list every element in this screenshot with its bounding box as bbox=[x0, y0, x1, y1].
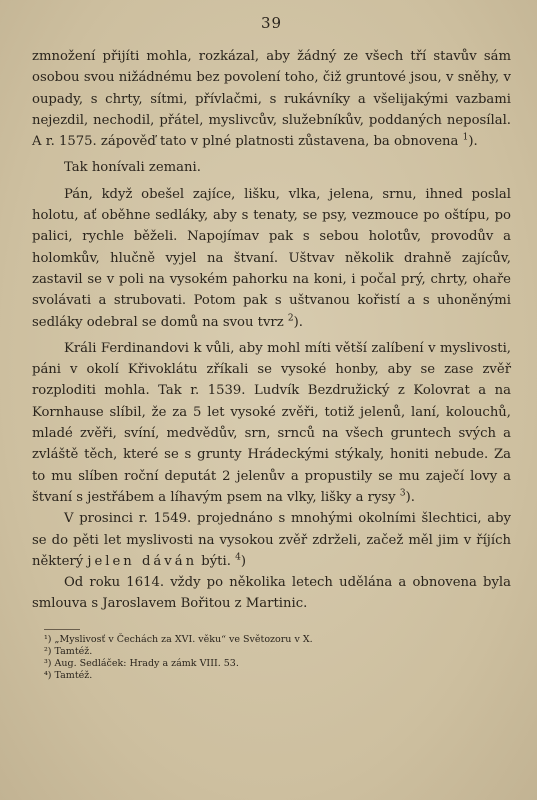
footnote bbox=[44, 646, 511, 658]
paragraph-6: Od roku 1614. vždy po několika letech udělána a obnovena byla smlouva s Jaroslavem Bořitou z Martinic. bbox=[32, 575, 511, 612]
footnote bbox=[44, 670, 511, 682]
paragraph-3-end: ). bbox=[293, 314, 303, 330]
footnote-text: Aug. Sedláček: Hrady a zámk VIII. 53. bbox=[54, 657, 239, 669]
paragraph-1-end: ). bbox=[468, 134, 478, 150]
paragraph-5-text: V prosinci r. 1549. projednáno s mnohými okolními šlechtici, aby se do pěti let myslivosti na vysokou zvěř zdrželi, začež měl jim v říjích některý bbox=[32, 511, 511, 569]
paragraph-1-text: zmnožení přijíti mohla, rozkázal, aby žádný ze všech tří stavův sám osobou svou nižádnému bez povolení toho, čiž gruntové jsou, v sněhy, v oupady, s chrty, sítmi, přívlačmi, s rukávníky a všelijakými vazbami nejezdil, nechodil, přátel, myslivcův, služebníkův, poddaných neposílal. A r. 1575. zápověď tato v plné platnosti zůstavena, ba obnovena bbox=[32, 49, 511, 150]
footnote-ref-4: 4 bbox=[235, 552, 241, 563]
footnote bbox=[44, 658, 511, 670]
paragraph-5 bbox=[32, 508, 511, 572]
paragraph-3 bbox=[32, 184, 511, 333]
footnote-text: Tamtéž. bbox=[54, 645, 93, 657]
paragraph-4-end: ). bbox=[405, 489, 415, 505]
paragraph-5-after: býti. bbox=[201, 553, 231, 569]
body-text bbox=[32, 46, 511, 615]
paragraph-1 bbox=[32, 46, 511, 152]
paragraph-5-end: ) bbox=[240, 553, 246, 569]
paragraph-3-text: Pán, když obešel zajíce, lišku, vlka, jelena, srnu, ihned poslal holotu, ať oběhne sedláky, aby s tenaty, se psy, vezmouce po oštípu, po palici, rychle běželi. Napojímav pak s sebou holotův, provodův a holomkův, hlučně vyjel na štvaní. Uštvav několik drahně zajícův, zastavil se v poli na vysokém pahorku na koni, i počal prý, chrty, ohaře svolávati a strubovati. Potom pak s uštvanou kořistí a s uhoněnými sedláky odebral se domů na svou tvrz bbox=[32, 186, 511, 330]
paragraph-2: Tak honívali zemani. bbox=[64, 160, 201, 176]
footnote-ref-2: 2 bbox=[287, 313, 294, 324]
page-number: 39 bbox=[260, 14, 283, 32]
footnote-text: Tamtéž. bbox=[54, 669, 93, 681]
footnote-mark: ⁴) bbox=[44, 669, 52, 681]
paragraph-4 bbox=[32, 338, 511, 508]
footnote-ref-1: 1 bbox=[462, 132, 469, 143]
footnote-mark: ²) bbox=[44, 645, 52, 657]
paragraph-5-spaced-text: jelen dáván bbox=[87, 553, 198, 569]
footnote-ref-3: 3 bbox=[399, 488, 406, 499]
footnote-mark: ³) bbox=[44, 657, 52, 669]
footnote-divider bbox=[44, 629, 80, 630]
footnote-mark: ¹) bbox=[44, 633, 52, 645]
footnotes bbox=[32, 634, 511, 682]
paragraph-4-text: Králi Ferdinandovi k vůli, aby mohl míti větší zalíbení v myslivosti, páni v okolí Křivoklátu zříkali se vysoké honby, aby se zase zvěř rozploditi mohla. Tak r. 1539. Ludvík Bezdružický z Kolovrat a na Kornhause slíbil, že za 5 let vysoké zvěři, totiž jelenů, laní, kolouchů, mladé zvěři, svíní, medvědův, srn, srnců na všech gruntech svých a zvláště těch, které se s grunty Hrádeckými stýkaly, honiti nebude. Za to mu slíben roční deputát 2 jelenův a propustily se mu zaječí lovy a štvaní s jestřábem a líhavým psem na vlky, lišky a rysy bbox=[32, 340, 511, 505]
footnote bbox=[44, 634, 511, 646]
footnote-text: „Myslivosť v Čechách za XVI. věku“ ve Světozoru v X. bbox=[54, 633, 313, 645]
